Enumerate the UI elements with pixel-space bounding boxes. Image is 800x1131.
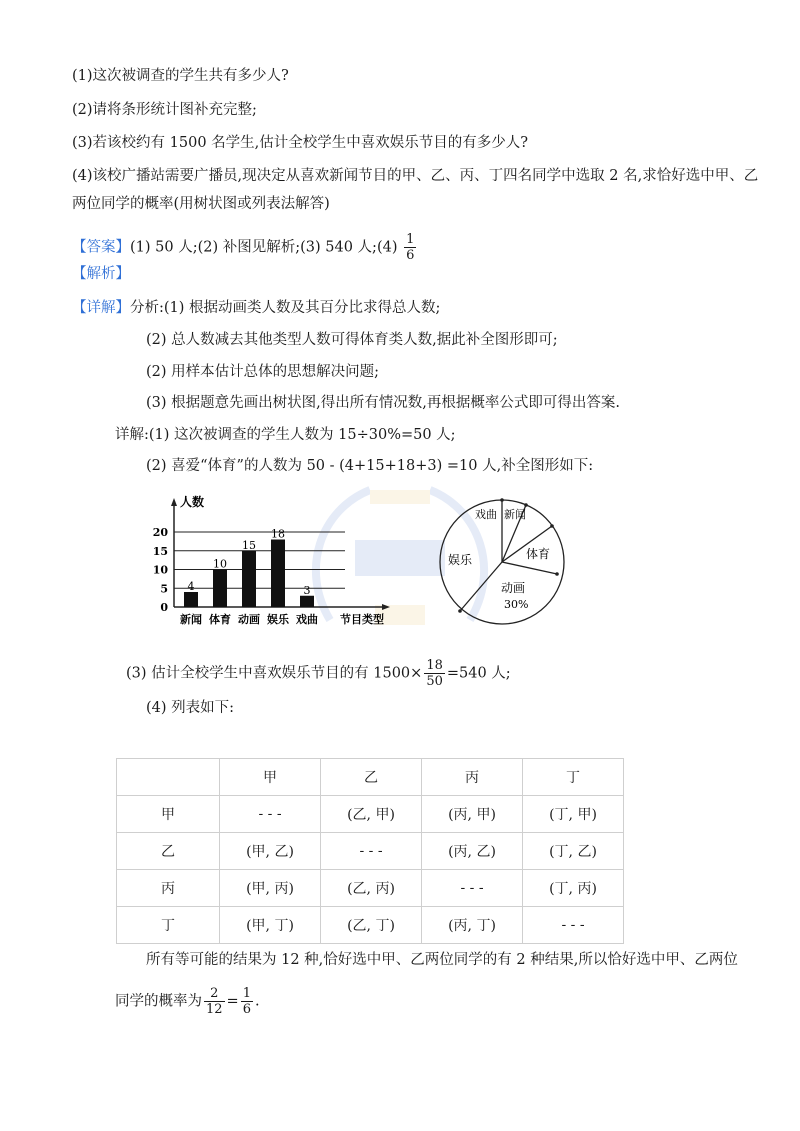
table-cell: (丙, 乙)	[422, 833, 523, 870]
table-cell: - - -	[523, 907, 624, 944]
conclusion-end: .	[254, 993, 260, 1010]
bar-category-label: 戏曲	[296, 613, 318, 626]
pie-chart	[432, 492, 572, 632]
table-cell: 丁	[117, 907, 220, 944]
answer-line	[72, 232, 418, 263]
bar-ytick-label: 20	[152, 526, 168, 539]
analysis-tag: 【解析】	[72, 266, 130, 282]
bar-ytick-label: 0	[160, 601, 168, 614]
table-row	[117, 870, 624, 907]
table-cell: (甲, 丙)	[220, 870, 321, 907]
bar-ytick-label: 5	[160, 582, 168, 596]
table-cell: - - -	[422, 870, 523, 907]
step3-suffix: =540 人;	[446, 665, 511, 682]
question-4-cont: 两位同学的概率(用树状图或列表法解答)	[72, 196, 330, 212]
pie-label-xiqu: 戏曲	[475, 508, 497, 521]
bar-2	[242, 551, 256, 607]
bar-3	[271, 540, 285, 608]
detail-line-6: (2) 喜爱“体育”的人数为 50 - (4+15+18+3) =10 人,补全图形如下:	[146, 458, 594, 474]
question-2: (2)请将条形统计图补充完整;	[72, 102, 257, 118]
bar-chart	[150, 492, 400, 630]
table-cell: (乙, 甲)	[321, 796, 422, 833]
result-table	[116, 758, 624, 944]
step3-frac-den: 50	[426, 674, 443, 689]
question-3: (3)若该校约有 1500 名学生,估计全校学生中喜欢娱乐节目的有多少人?	[72, 135, 529, 151]
conclusion-prefix: 同学的概率为	[115, 993, 202, 1010]
table-cell: 甲	[117, 796, 220, 833]
question-4: (4)该校广播站需要广播员,现决定从喜欢新闻节目的甲、乙、丙、丁四名同学中选取 2 名,求恰好选中甲、乙	[72, 168, 759, 184]
pie-annotation: 30%	[504, 598, 529, 611]
bar-0	[184, 592, 198, 607]
detail-line-5: 详解:(1) 这次被调查的学生人数为 15÷30%=50 人;	[115, 427, 456, 443]
bar-ytick-label: 15	[152, 544, 168, 558]
table-cell: - - -	[321, 833, 422, 870]
bar-category-label: 动画	[238, 613, 260, 626]
table-cell: 乙	[117, 833, 220, 870]
bar-ytick-label: 10	[152, 563, 168, 577]
step3-prefix: (3) 估计全校学生中喜欢娱乐节目的有 1500×	[126, 665, 423, 682]
bar-ylabel: 人数	[180, 495, 205, 509]
pie-divider-5	[502, 562, 557, 574]
answer-text: (1) 50 人;(2) 补图见解析;(3) 540 人;(4)	[130, 239, 398, 256]
bar-4	[300, 596, 314, 607]
table-cell: (甲, 丁)	[220, 907, 321, 944]
pie-dot-3	[524, 503, 528, 507]
conclusion-f1-num: 2	[204, 986, 225, 1002]
pie-divider-2	[460, 562, 502, 611]
bar-value-label: 3	[303, 583, 311, 597]
bar-category-label: 新闻	[180, 613, 202, 626]
conclusion-eq: =	[226, 993, 239, 1010]
table-header-row	[117, 759, 624, 796]
answer-frac-den: 6	[406, 248, 415, 263]
table-header-cell: 丁	[523, 759, 624, 796]
bar-category-label: 体育	[209, 613, 231, 626]
table-row	[117, 833, 624, 870]
detail-tag: 【详解】	[72, 300, 130, 316]
table-cell: (丙, 甲)	[422, 796, 523, 833]
table-header-cell: 甲	[220, 759, 321, 796]
table-cell: 丙	[117, 870, 220, 907]
bar-value-label: 15	[242, 538, 256, 552]
bar-value-label: 18	[271, 527, 285, 541]
table-cell: (甲, 乙)	[220, 833, 321, 870]
conclusion-f2-den: 6	[242, 1002, 251, 1017]
conclusion-line-1: 所有等可能的结果为 12 种,恰好选中甲、乙两位同学的有 2 种结果,所以恰好选中甲、乙两位	[146, 952, 738, 968]
table-header-cell: 乙	[321, 759, 422, 796]
detail-line-4: (3) 根据题意先画出树状图,得出所有情况数,再根据概率公式即可得出答案.	[146, 395, 620, 411]
step3-fraction	[424, 658, 445, 689]
detail-line-2: (2) 总人数减去其他类型人数可得体育类人数,据此补全图形即可;	[146, 332, 558, 348]
bar-value-label: 10	[213, 557, 227, 571]
conclusion-f2-num: 1	[242, 986, 251, 1001]
conclusion-fraction-2	[241, 986, 253, 1017]
table-row	[117, 796, 624, 833]
answer-frac-num: 1	[406, 232, 415, 247]
table-cell: (乙, 丁)	[321, 907, 422, 944]
bar-y-arrow	[171, 498, 177, 506]
pie-dot-4	[550, 524, 554, 528]
table-cell: (丙, 丁)	[422, 907, 523, 944]
detail-line-3: (2) 用样本估计总体的思想解决问题;	[146, 364, 380, 380]
table-cell: (乙, 丙)	[321, 870, 422, 907]
bar-category-label: 娱乐	[267, 613, 289, 626]
step4-line: (4) 列表如下:	[146, 700, 235, 716]
table-header-cell: 丙	[422, 759, 523, 796]
bar-value-label: 4	[187, 580, 195, 593]
detail-text-1: 分析:(1) 根据动画类人数及其百分比求得总人数;	[130, 300, 441, 316]
pie-dot-5	[555, 572, 559, 576]
table-row	[117, 907, 624, 944]
pie-label-xinwen: 新闻	[504, 508, 526, 521]
step3-frac-num: 18	[426, 658, 443, 673]
bar-x-arrow	[382, 604, 390, 610]
detail-line-1	[72, 298, 440, 318]
pie-dot-1	[500, 498, 504, 502]
conclusion-f1-den: 12	[206, 1002, 223, 1017]
table-cell: (丁, 乙)	[523, 833, 624, 870]
table-cell: (丁, 丙)	[523, 870, 624, 907]
question-1: (1)这次被调查的学生共有多少人?	[72, 68, 289, 84]
table-cell: - - -	[220, 796, 321, 833]
answer-fraction	[404, 232, 416, 263]
conclusion-line-2	[115, 986, 260, 1017]
step3-line	[126, 658, 511, 689]
pie-dot-2	[458, 609, 462, 613]
table-cell: (丁, 甲)	[523, 796, 624, 833]
bar-xlabel: 节目类型	[340, 613, 384, 626]
pie-label-tiyu: 体育	[526, 547, 551, 561]
table-header-cell	[117, 759, 220, 796]
pie-label-yule: 娱乐	[448, 553, 473, 567]
answer-tag: 【答案】	[72, 239, 130, 256]
conclusion-fraction-1	[204, 986, 225, 1017]
bar-1	[213, 570, 227, 608]
pie-label-donghua: 动画	[501, 581, 526, 595]
